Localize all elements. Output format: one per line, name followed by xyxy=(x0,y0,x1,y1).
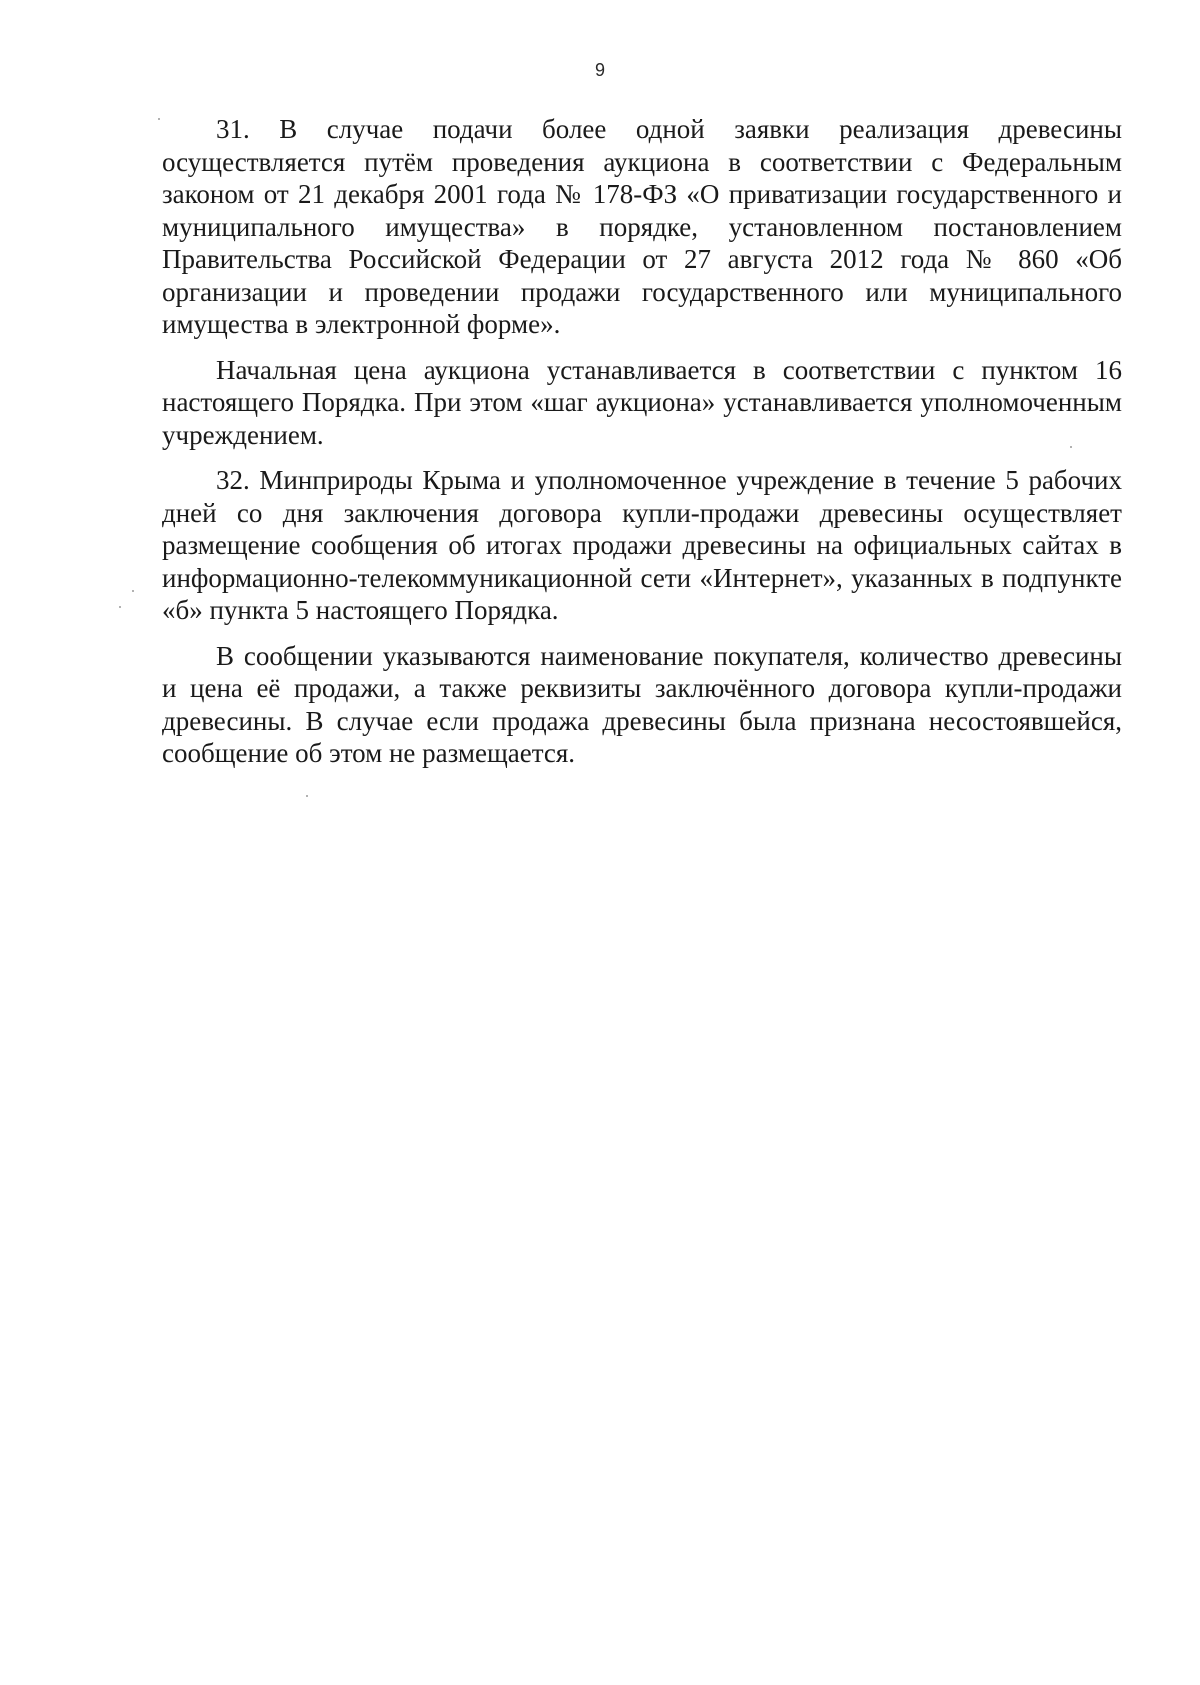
paragraph-32: 32. Минприроды Крыма и уполномоченное учреждение в течение 5 рабочих дней со дня заключения договора купли-продажи древесины осуществляет размещение сообщения об итогах продажи древесины на официальных сайтах в информационно-телекоммуникационной сети «Интернет», указанных в подпункте «б» пункта 5 настоящего Порядка. xyxy=(162,465,1122,625)
paragraph-31: 31. В случае подачи более одной заявки реализация древесины осуществляется путём проведения аукциона в соответствии с Федеральным законом от 21 декабря 2001 года № 178-ФЗ «О приватизации государственного и муниципального имущества» в порядке, установленном постановлением Правительства Российской Федерации от 27 августа 2012 года № 860 «Об организации и проведении продажи государственного или муниципального имущества в электронной форме». xyxy=(162,114,1122,339)
paragraph-starting-price: Начальная цена аукциона устанавливается в соответствии с пунктом 16 настоящего Порядка. При этом «шаг аукциона» устанавливается уполномоченным учреждением. xyxy=(162,354,1122,450)
scan-speck xyxy=(306,795,308,797)
page-number: 9 xyxy=(594,60,605,80)
scan-speck xyxy=(132,590,134,592)
scan-speck xyxy=(1070,446,1072,448)
paragraph-announcement: В сообщении указываются наименование покупателя, количество древесины и цена её продажи, а также реквизиты заключённого договора купли-продажи древесины. В случае если продажа древесины была признана несостоявшейся, сообщение об этом не размещается. xyxy=(162,640,1122,768)
scan-speck xyxy=(158,118,160,120)
document-body xyxy=(162,113,1122,770)
scan-speck xyxy=(119,606,121,608)
